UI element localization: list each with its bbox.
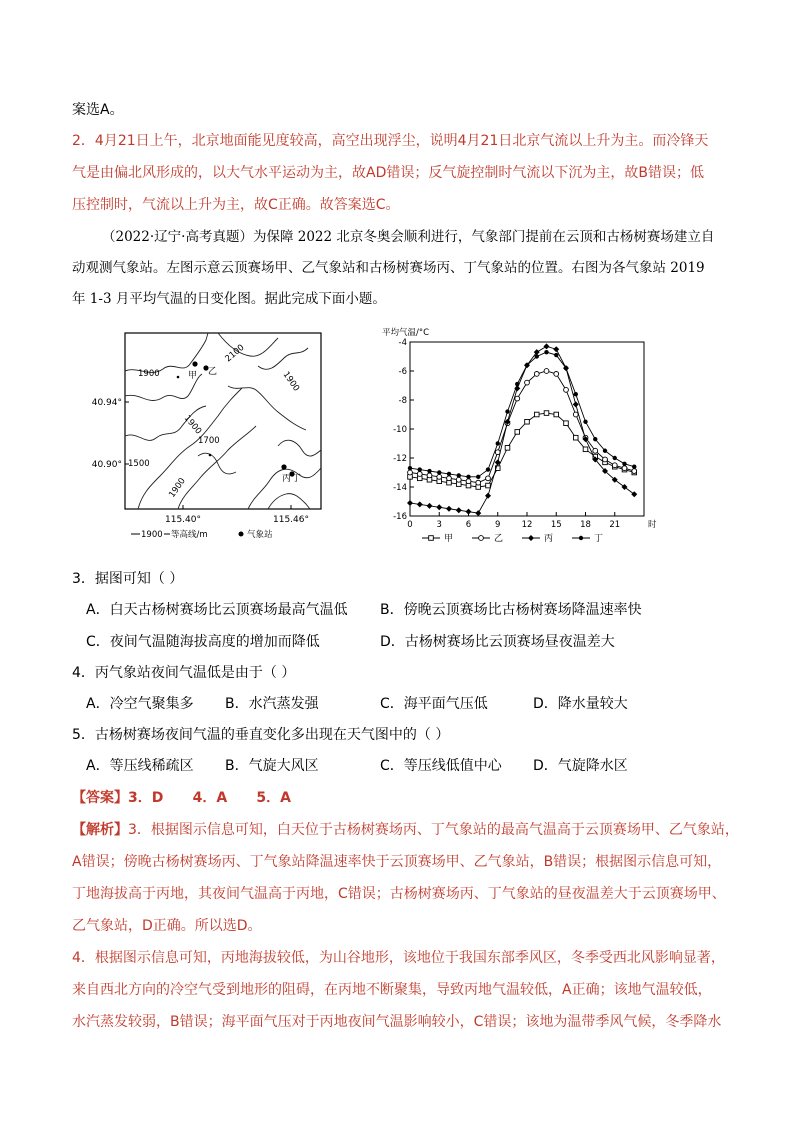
data-point <box>573 412 578 417</box>
map-legend <box>131 529 273 540</box>
text-line: 气是由偏北风形成的，以大气水平运动为主，故AD错误；反气旋控制时气流以下沉为主，故B错误；低 <box>72 165 704 181</box>
x-tick-label: 12 <box>521 520 533 530</box>
y-axis-label: 平均气温/°C <box>382 328 430 338</box>
analysis-label: 【解析】 <box>72 822 128 838</box>
temperature-chart <box>378 326 668 551</box>
option-3D: D．古杨树赛场比云顶赛场昼夜温差大 <box>380 634 615 650</box>
data-point <box>554 412 559 417</box>
data-point <box>534 372 539 377</box>
series-丙 <box>407 343 637 516</box>
analysis-line: 水汽蒸发较弱，B错误；海平面气压对于丙地夜间气温影响较小，C错误；该地为温带季风气候，冬季降水 <box>72 1014 722 1030</box>
question-4: 4．丙气象站夜间气温低是由于（ ） <box>72 665 296 681</box>
x-tick-label: 3 <box>436 520 442 530</box>
series-line <box>410 413 634 487</box>
answer-line <box>72 788 291 808</box>
data-point <box>622 466 627 471</box>
x-axis-label: 时 <box>648 520 657 530</box>
data-point <box>525 380 530 385</box>
analysis-line <box>72 820 739 840</box>
y-tick-label: -6 <box>398 367 407 377</box>
data-point <box>466 475 470 479</box>
option-4C: C．海平面气压低 <box>380 696 488 712</box>
x-tick-label: 21 <box>609 520 621 530</box>
x-tick-label: 15 <box>550 520 562 530</box>
text-line: 2．4月21日上午，北京地面能见度较高，高空出现浮尘，说明4月21日北京气流以上升为主。而冷锋天 <box>72 133 709 149</box>
data-point <box>574 392 578 396</box>
contour-label: 1900 <box>138 369 160 379</box>
option-3B: B．傍晚云顶赛场比古杨树赛场降温速率快 <box>380 602 642 618</box>
data-point <box>456 477 461 482</box>
station-marker <box>281 464 286 469</box>
series-line <box>410 346 634 513</box>
contour-label: 1500 <box>128 459 150 469</box>
data-point <box>437 474 442 479</box>
data-point <box>436 504 442 510</box>
data-point <box>437 470 441 474</box>
data-point <box>407 500 413 506</box>
data-point <box>553 346 559 352</box>
data-point <box>456 507 462 513</box>
data-point <box>505 446 510 451</box>
data-point <box>447 472 451 476</box>
station-marker <box>192 361 197 366</box>
analysis-line: 丁地海拔高于丙地，其夜间气温高于丙地，C错误；古杨树赛场丙、丁气象站的昼夜温差大于云顶赛场甲、 <box>72 886 726 902</box>
option-3C: C．夜间气温随海拔高度的增加而降低 <box>86 634 320 650</box>
x-tick-label: 0 <box>407 520 413 530</box>
analysis-line: 来自西北方向的冷空气受到地形的阻碍，在丙地不断聚集，导致丙地气温较低，A正确；该地气温较低， <box>72 982 712 998</box>
data-point <box>486 483 491 488</box>
legend-marker <box>429 536 434 541</box>
legend-label: 甲 <box>444 534 454 544</box>
data-point <box>515 382 519 386</box>
text-line: 案选A。 <box>72 102 124 118</box>
data-point <box>525 363 529 367</box>
data-point <box>515 430 520 435</box>
latitude-label: 40.90° <box>91 460 122 470</box>
station-label: 丙 <box>282 474 292 484</box>
data-point <box>535 354 539 358</box>
data-point <box>554 372 559 377</box>
data-point <box>408 470 413 475</box>
option-5B: B．气旋大风区 <box>225 758 319 774</box>
legend-contour-label: 等高线/m <box>171 530 208 540</box>
question-5: 5．古杨树赛场夜间气温的垂直变化多出现在天气图中的（ ） <box>72 727 450 743</box>
data-point <box>496 441 500 445</box>
data-point <box>475 510 481 516</box>
series-line <box>410 352 634 477</box>
data-point <box>457 473 461 477</box>
option-4D: D．降水量较大 <box>533 696 628 712</box>
data-point <box>417 472 422 477</box>
data-point <box>583 420 587 424</box>
analysis-line: 乙气象站，D正确。所以选D。 <box>72 918 262 934</box>
option-4A: A．冷空气聚集多 <box>86 696 194 712</box>
analysis-text: 3．根据图示信息可知，白天位于古杨树赛场丙、丁气象站的最高气温高于云顶赛场甲、乙气象站， <box>128 822 739 838</box>
spot-height <box>209 454 212 457</box>
legend-marker <box>479 536 484 541</box>
spot-height <box>177 376 180 379</box>
latitude-label: 40.94° <box>91 398 122 408</box>
data-point <box>534 412 539 417</box>
intro-line: （2022·辽宁·高考真题）为保障 2022 北京冬奥会顺利进行，气象部门提前在云顶和古杨树赛场建立自 <box>102 229 715 245</box>
data-point <box>417 501 423 507</box>
data-point <box>544 343 550 349</box>
data-point <box>554 353 558 357</box>
data-point <box>544 350 548 354</box>
data-point <box>612 463 617 468</box>
y-tick-label: -10 <box>393 425 407 435</box>
contour-map-figure <box>78 326 378 551</box>
data-point <box>408 466 412 470</box>
data-point <box>418 467 422 471</box>
data-point <box>603 449 607 453</box>
data-point <box>622 462 626 466</box>
data-point <box>466 479 471 484</box>
legend-contour-value: 1900 <box>141 530 163 540</box>
x-tick-label: 6 <box>465 520 472 530</box>
option-5D: D．气旋降水区 <box>533 758 628 774</box>
data-point <box>446 506 452 512</box>
data-point <box>466 509 472 515</box>
data-point <box>427 473 432 478</box>
data-point <box>476 480 481 485</box>
data-point <box>632 469 637 474</box>
legend-label: 丙 <box>544 534 554 544</box>
y-tick-label: -12 <box>393 454 407 464</box>
data-point <box>613 456 617 460</box>
data-point <box>544 411 549 416</box>
option-5A: A．等压线稀疏区 <box>86 758 194 774</box>
data-point <box>505 409 509 413</box>
option-4B: B．水汽蒸发强 <box>225 696 319 712</box>
analysis-line: A错误；傍晚古杨树赛场丙、丁气象站降温速率快于云顶赛场甲、乙气象站，B错误；根据图示信息可知， <box>72 854 722 870</box>
intro-line: 动观测气象站。左图示意云顶赛场甲、乙气象站和古杨树赛场丙、丁气象站的位置。右图为各气象站 2019 <box>72 260 705 276</box>
data-point <box>593 448 598 453</box>
longitude-label: 115.40° <box>165 515 201 525</box>
data-point <box>564 387 569 392</box>
station-label: 甲 <box>188 371 198 381</box>
data-point <box>476 475 480 479</box>
answer-text: 3．D 4．A 5．A <box>128 790 292 806</box>
contour-label: 1900 <box>181 413 204 437</box>
data-point <box>603 457 608 462</box>
y-tick-label: -16 <box>393 512 407 522</box>
contour-label: 1900 <box>167 476 188 500</box>
legend-station-label: 气象站 <box>247 530 273 540</box>
data-point <box>544 369 549 374</box>
contour-label: 2100 <box>223 342 247 365</box>
longitude-label: 115.46° <box>273 515 309 525</box>
contour-label: 1700 <box>198 436 220 446</box>
legend-label: 乙 <box>494 534 504 544</box>
data-point <box>564 366 568 370</box>
data-point <box>447 476 452 481</box>
data-point <box>427 503 433 509</box>
y-tick-label: -14 <box>393 483 407 493</box>
data-point <box>486 467 490 471</box>
data-point <box>573 401 579 407</box>
x-tick-label: 18 <box>580 520 591 530</box>
legend-marker <box>528 535 534 541</box>
data-point <box>593 437 597 441</box>
series-丁 <box>408 350 637 479</box>
x-tick-label: 9 <box>495 520 501 530</box>
data-point <box>486 476 491 481</box>
data-point <box>515 396 520 401</box>
chart-legend <box>422 533 603 544</box>
data-point <box>427 469 431 473</box>
data-point <box>564 421 569 426</box>
station-label: 丁 <box>292 474 302 484</box>
data-point <box>485 493 491 499</box>
question-3: 3．据图可知（ ） <box>72 571 184 587</box>
data-point <box>632 465 636 469</box>
data-point <box>525 419 530 424</box>
analysis-line: 4．根据图示信息可知，丙地海拔较低，为山谷地形，该地位于我国东部季风区，冬季受西北风影响显著， <box>72 950 725 966</box>
legend-label: 丁 <box>594 534 604 544</box>
y-tick-label: -4 <box>398 338 407 348</box>
y-tick-label: -8 <box>398 396 407 406</box>
data-point <box>583 447 588 452</box>
data-point <box>573 435 578 440</box>
contour-label: 1900 <box>280 369 302 394</box>
answer-label: 【答案】 <box>72 790 128 806</box>
option-5C: C．等压线低值中心 <box>380 758 502 774</box>
option-3A: A．白天古杨树赛场比云顶赛场最高气温低 <box>86 602 348 618</box>
intro-line: 年 1-3 月平均气温的日变化图。据此完成下面小题。 <box>72 291 386 307</box>
legend-marker <box>579 536 583 540</box>
text-line: 压控制时，气流以上升为主，故C正确。故答案选C。 <box>72 197 400 213</box>
station-label: 乙 <box>208 367 218 377</box>
